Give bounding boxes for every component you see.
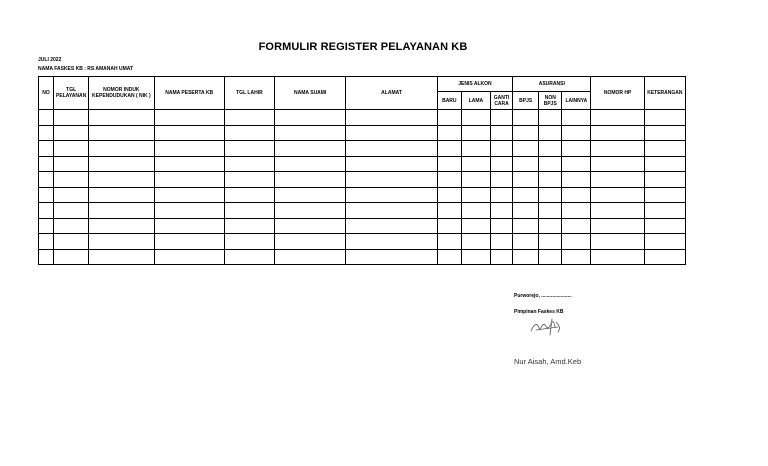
table-cell — [89, 187, 154, 203]
table-cell — [39, 156, 54, 172]
col-asuransi-header: ASURANSI — [513, 77, 591, 92]
table-cell — [490, 141, 512, 157]
table-cell — [437, 110, 461, 126]
table-cell — [591, 125, 644, 141]
period-label: JULI 2022 — [38, 57, 62, 63]
table-cell — [591, 172, 644, 188]
table-row — [39, 234, 686, 250]
table-cell — [644, 172, 685, 188]
table-cell — [89, 218, 154, 234]
table-cell — [437, 218, 461, 234]
table-cell — [89, 172, 154, 188]
table-cell — [154, 187, 224, 203]
table-cell — [275, 156, 346, 172]
table-cell — [275, 187, 346, 203]
table-cell — [644, 249, 685, 265]
table-cell — [437, 172, 461, 188]
table-cell — [54, 125, 89, 141]
col-non-bpjs-header: NON BPJS — [539, 92, 562, 110]
table-cell — [154, 218, 224, 234]
table-cell — [513, 203, 539, 219]
table-cell — [346, 218, 437, 234]
table-cell — [437, 187, 461, 203]
table-cell — [562, 218, 591, 234]
table-cell — [562, 203, 591, 219]
table-cell — [513, 125, 539, 141]
table-cell — [54, 234, 89, 250]
col-ganti-cara-header: GANTI CARA — [490, 92, 512, 110]
table-cell — [224, 141, 274, 157]
table-cell — [39, 110, 54, 126]
table-cell — [154, 249, 224, 265]
col-keterangan-header: KETERANGAN — [644, 77, 685, 110]
table-cell — [461, 141, 490, 157]
table-cell — [539, 218, 562, 234]
table-cell — [154, 125, 224, 141]
table-cell — [89, 156, 154, 172]
table-cell — [154, 156, 224, 172]
table-cell — [54, 218, 89, 234]
table-cell — [539, 110, 562, 126]
table-cell — [154, 203, 224, 219]
faskes-label: NAMA FASKES KB : RS AMANAH UMAT — [38, 66, 134, 72]
table-cell — [275, 249, 346, 265]
table-row — [39, 156, 686, 172]
table-cell — [346, 249, 437, 265]
table-cell — [89, 249, 154, 265]
register-body — [39, 110, 686, 265]
table-cell — [461, 172, 490, 188]
table-cell — [154, 110, 224, 126]
table-cell — [591, 234, 644, 250]
table-cell — [39, 203, 54, 219]
table-cell — [89, 125, 154, 141]
table-cell — [591, 141, 644, 157]
table-cell — [591, 156, 644, 172]
table-cell — [539, 156, 562, 172]
table-cell — [562, 141, 591, 157]
table-cell — [562, 234, 591, 250]
table-cell — [513, 141, 539, 157]
table-cell — [539, 187, 562, 203]
table-cell — [539, 234, 562, 250]
table-cell — [39, 218, 54, 234]
col-nama-peserta-header: NAMA PESERTA KB — [154, 77, 224, 110]
signatory-name: Nur Aisah, Amd.Keb — [514, 357, 582, 366]
table-cell — [154, 172, 224, 188]
table-cell — [54, 156, 89, 172]
table-cell — [39, 187, 54, 203]
table-cell — [490, 187, 512, 203]
table-row — [39, 172, 686, 188]
table-cell — [539, 141, 562, 157]
table-cell — [644, 156, 685, 172]
table-cell — [39, 125, 54, 141]
table-cell — [490, 234, 512, 250]
table-cell — [562, 110, 591, 126]
place-date-label: Purworejo, ...................... — [514, 293, 572, 299]
table-cell — [54, 249, 89, 265]
role-label: Pimpinan Faskes KB — [514, 309, 564, 315]
table-cell — [224, 156, 274, 172]
table-cell — [154, 234, 224, 250]
table-cell — [275, 203, 346, 219]
table-cell — [224, 172, 274, 188]
table-cell — [644, 218, 685, 234]
table-cell — [644, 110, 685, 126]
table-cell — [591, 110, 644, 126]
table-cell — [539, 125, 562, 141]
table-cell — [490, 203, 512, 219]
table-cell — [346, 110, 437, 126]
table-cell — [490, 172, 512, 188]
table-cell — [89, 234, 154, 250]
table-row — [39, 125, 686, 141]
form-title: FORMULIR REGISTER PELAYANAN KB — [258, 41, 468, 53]
table-cell — [39, 141, 54, 157]
table-cell — [437, 125, 461, 141]
col-baru-header: BARU — [437, 92, 461, 110]
table-cell — [437, 141, 461, 157]
table-cell — [89, 141, 154, 157]
col-tgl-pelayanan-header: TGL PELAYANAN — [54, 77, 89, 110]
table-row — [39, 249, 686, 265]
table-cell — [224, 110, 274, 126]
table-cell — [490, 125, 512, 141]
table-cell — [54, 187, 89, 203]
table-cell — [346, 203, 437, 219]
table-row — [39, 203, 686, 219]
table-cell — [644, 203, 685, 219]
table-cell — [224, 203, 274, 219]
table-cell — [513, 187, 539, 203]
col-no-header: NO — [39, 77, 54, 110]
table-cell — [224, 249, 274, 265]
table-cell — [461, 249, 490, 265]
table-cell — [275, 218, 346, 234]
table-cell — [490, 249, 512, 265]
table-cell — [461, 187, 490, 203]
table-cell — [39, 249, 54, 265]
table-cell — [437, 249, 461, 265]
table-cell — [591, 249, 644, 265]
table-cell — [54, 203, 89, 219]
col-jenis-alkon-header: JENIS ALKON — [437, 77, 512, 92]
table-cell — [275, 172, 346, 188]
table-cell — [513, 234, 539, 250]
table-cell — [39, 234, 54, 250]
table-cell — [346, 187, 437, 203]
table-cell — [437, 156, 461, 172]
col-nama-suami-header: NAMA SUAMI — [275, 77, 346, 110]
col-tgl-lahir-header: TGL LAHIR — [224, 77, 274, 110]
table-cell — [275, 141, 346, 157]
table-cell — [346, 156, 437, 172]
table-cell — [562, 249, 591, 265]
table-cell — [539, 203, 562, 219]
table-cell — [562, 172, 591, 188]
table-cell — [644, 125, 685, 141]
table-cell — [275, 234, 346, 250]
table-cell — [224, 187, 274, 203]
table-cell — [275, 125, 346, 141]
table-cell — [513, 110, 539, 126]
table-cell — [437, 203, 461, 219]
table-cell — [346, 141, 437, 157]
table-cell — [644, 234, 685, 250]
col-nomor-hp-header: NOMOR HP — [591, 77, 644, 110]
table-cell — [224, 234, 274, 250]
col-lama-header: LAMA — [461, 92, 490, 110]
table-cell — [89, 203, 154, 219]
table-cell — [275, 110, 346, 126]
col-lainnya-header: LAINNYA — [562, 92, 591, 110]
handwritten-signature — [528, 316, 564, 338]
table-cell — [490, 156, 512, 172]
table-cell — [562, 125, 591, 141]
table-cell — [513, 172, 539, 188]
table-cell — [54, 172, 89, 188]
table-row — [39, 141, 686, 157]
table-cell — [539, 172, 562, 188]
table-cell — [346, 234, 437, 250]
table-cell — [461, 125, 490, 141]
table-cell — [461, 110, 490, 126]
table-cell — [461, 203, 490, 219]
table-cell — [224, 218, 274, 234]
table-cell — [490, 218, 512, 234]
table-cell — [54, 110, 89, 126]
table-cell — [346, 172, 437, 188]
register-table — [38, 76, 686, 265]
table-cell — [39, 172, 54, 188]
table-cell — [591, 218, 644, 234]
table-cell — [513, 249, 539, 265]
table-cell — [461, 156, 490, 172]
col-alamat-header: ALAMAT — [346, 77, 437, 110]
table-cell — [539, 249, 562, 265]
table-cell — [89, 110, 154, 126]
table-row — [39, 187, 686, 203]
table-cell — [562, 187, 591, 203]
table-cell — [461, 234, 490, 250]
table-cell — [461, 218, 490, 234]
table-row — [39, 218, 686, 234]
table-cell — [346, 125, 437, 141]
table-row — [39, 110, 686, 126]
table-cell — [591, 203, 644, 219]
table-cell — [562, 156, 591, 172]
col-bpjs-header: BPJS — [513, 92, 539, 110]
table-cell — [644, 141, 685, 157]
table-cell — [224, 125, 274, 141]
table-cell — [591, 187, 644, 203]
table-cell — [490, 110, 512, 126]
table-cell — [644, 187, 685, 203]
table-cell — [54, 141, 89, 157]
table-cell — [513, 156, 539, 172]
table-cell — [513, 218, 539, 234]
table-cell — [437, 234, 461, 250]
table-cell — [154, 141, 224, 157]
col-nik-header: NOMOR INDUK KEPENDUDUKAN ( NIK ) — [89, 77, 154, 110]
